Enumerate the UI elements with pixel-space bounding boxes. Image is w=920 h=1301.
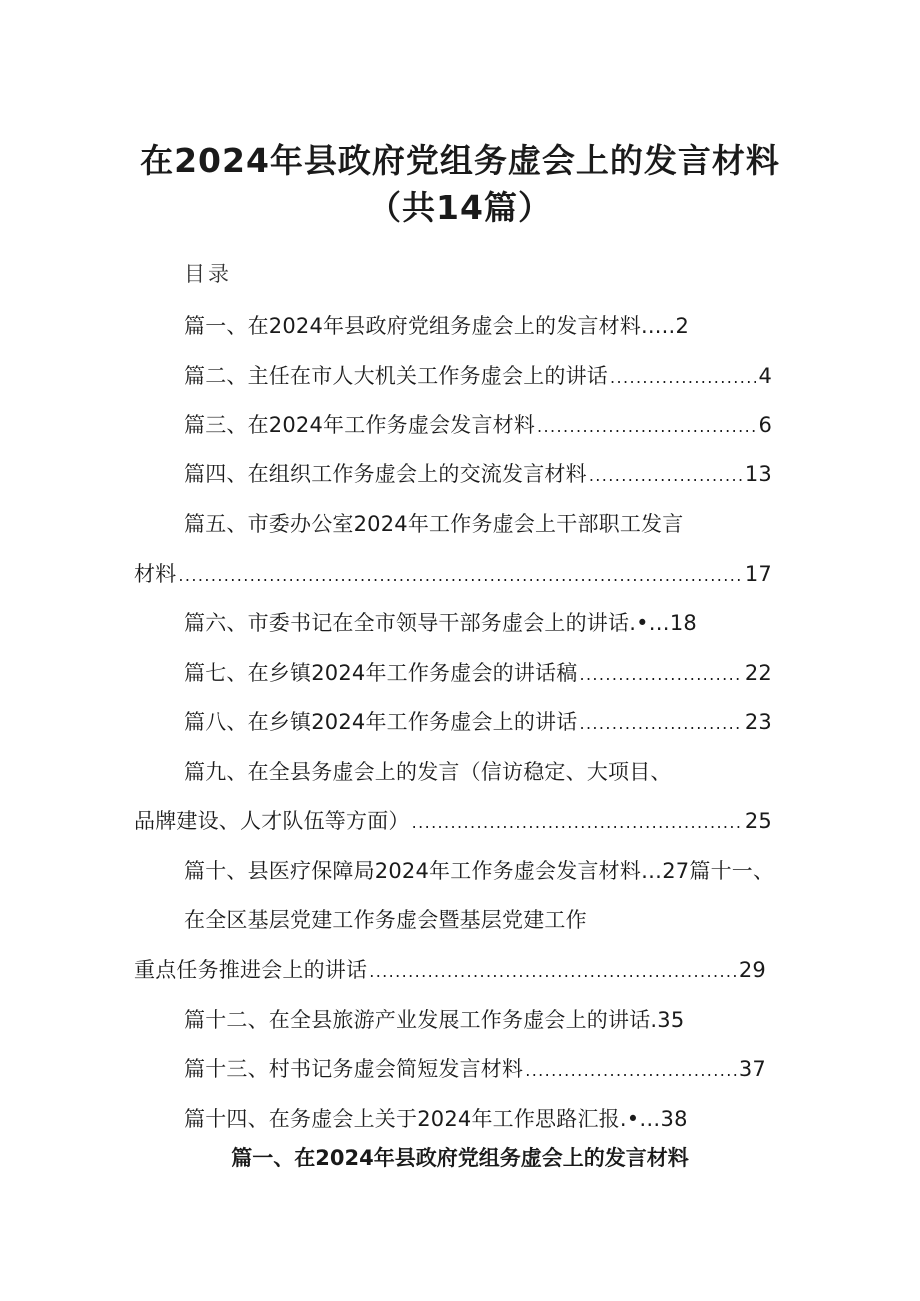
document-subtitle: （共14篇） xyxy=(368,188,552,227)
toc-entry-dots xyxy=(610,363,756,393)
toc-entry-text: 篇四、在组织工作务虚会上的交流发言材料 xyxy=(184,462,587,486)
toc-entry-dots xyxy=(525,1056,737,1086)
toc-entry-11-line-2[interactable] xyxy=(134,955,766,985)
toc-entry-text: 篇八、在乡镇2024年工作务虚会上的讲话 xyxy=(184,710,578,734)
toc-entry-page: 17 xyxy=(744,562,772,586)
toc-entry-5-line-2[interactable] xyxy=(134,559,772,589)
toc-label: 目录 xyxy=(184,262,232,286)
toc-entry-page: 23 xyxy=(744,710,772,734)
toc-entry-text: 篇二、主任在市人大机关工作务虚会上的讲话 xyxy=(184,364,608,388)
toc-entry-page: 4 xyxy=(758,364,772,388)
toc-entry-10-line-1[interactable]: 篇十、县医疗保障局2024年工作务虚会发言材料…27篇十一、 xyxy=(184,859,775,883)
toc-entry-text: 篇六、市委书记在全市领导干部务虚会上的讲话.•… xyxy=(184,611,670,635)
toc-entry-dots xyxy=(579,660,742,690)
toc-entry-page: 25 xyxy=(744,809,772,833)
toc-entry-text: 篇一、在2024年县政府党组务虚会上的发言材料 xyxy=(184,314,642,338)
toc-entry-9-line-2[interactable] xyxy=(134,806,772,836)
toc-entry-dots xyxy=(579,709,742,739)
toc-entry-dots xyxy=(178,561,742,591)
toc-entry-8[interactable] xyxy=(184,707,772,737)
toc-entry-dots: ..... xyxy=(641,314,676,338)
toc-entry-page: 29 xyxy=(738,958,766,982)
toc-entry-3[interactable] xyxy=(184,410,772,440)
toc-entry-2[interactable] xyxy=(184,361,772,391)
toc-entry-page: 18 xyxy=(669,611,697,635)
toc-entry-7[interactable] xyxy=(184,658,772,688)
toc-entry-dots xyxy=(369,957,737,987)
toc-entry-13[interactable] xyxy=(184,1054,766,1084)
toc-entry-text: 重点任务推进会上的讲话 xyxy=(134,958,368,982)
toc-entry-dots xyxy=(589,461,743,491)
toc-entry-text: 篇七、在乡镇2024年工作务虚会的讲话稿 xyxy=(184,661,578,685)
toc-entry-page: 13 xyxy=(744,462,772,486)
section-heading: 篇一、在2024年县政府党组务虚会上的发言材料 xyxy=(231,1146,689,1170)
toc-entry-text: 篇三、在2024年工作务虚会发言材料 xyxy=(184,413,536,437)
toc-entry-page: 2 xyxy=(675,314,689,338)
toc-entry-text: 篇十三、村书记务虚会简短发言材料 xyxy=(184,1057,524,1081)
toc-entry-6[interactable] xyxy=(184,608,697,638)
toc-entry-9-line-1[interactable]: 篇九、在全县务虚会上的发言（信访稳定、大项目、 xyxy=(184,760,672,784)
toc-entry-1[interactable] xyxy=(184,311,689,341)
document-title: 在2024年县政府党组务虚会上的发言材料 xyxy=(140,141,780,180)
toc-entry-12[interactable]: 篇十二、在全县旅游产业发展工作务虚会上的讲话.35 xyxy=(184,1008,685,1032)
toc-entry-page: 22 xyxy=(744,661,772,685)
toc-entry-5-line-1[interactable]: 篇五、市委办公室2024年工作务虚会上干部职工发言 xyxy=(184,512,684,536)
toc-entry-4[interactable] xyxy=(184,459,772,489)
toc-entry-11-line-1[interactable]: 在全区基层党建工作务虚会暨基层党建工作 xyxy=(184,908,587,932)
toc-entry-14[interactable]: 篇十四、在务虚会上关于2024年工作思路汇报.•…38 xyxy=(184,1107,688,1131)
toc-entry-page: 37 xyxy=(738,1057,766,1081)
toc-entry-text: 品牌建设、人才队伍等方面） xyxy=(134,809,410,833)
toc-entry-dots xyxy=(412,808,743,838)
toc-entry-text: 材料 xyxy=(134,562,177,586)
toc-entry-dots xyxy=(537,412,756,442)
toc-entry-page: 6 xyxy=(758,413,772,437)
